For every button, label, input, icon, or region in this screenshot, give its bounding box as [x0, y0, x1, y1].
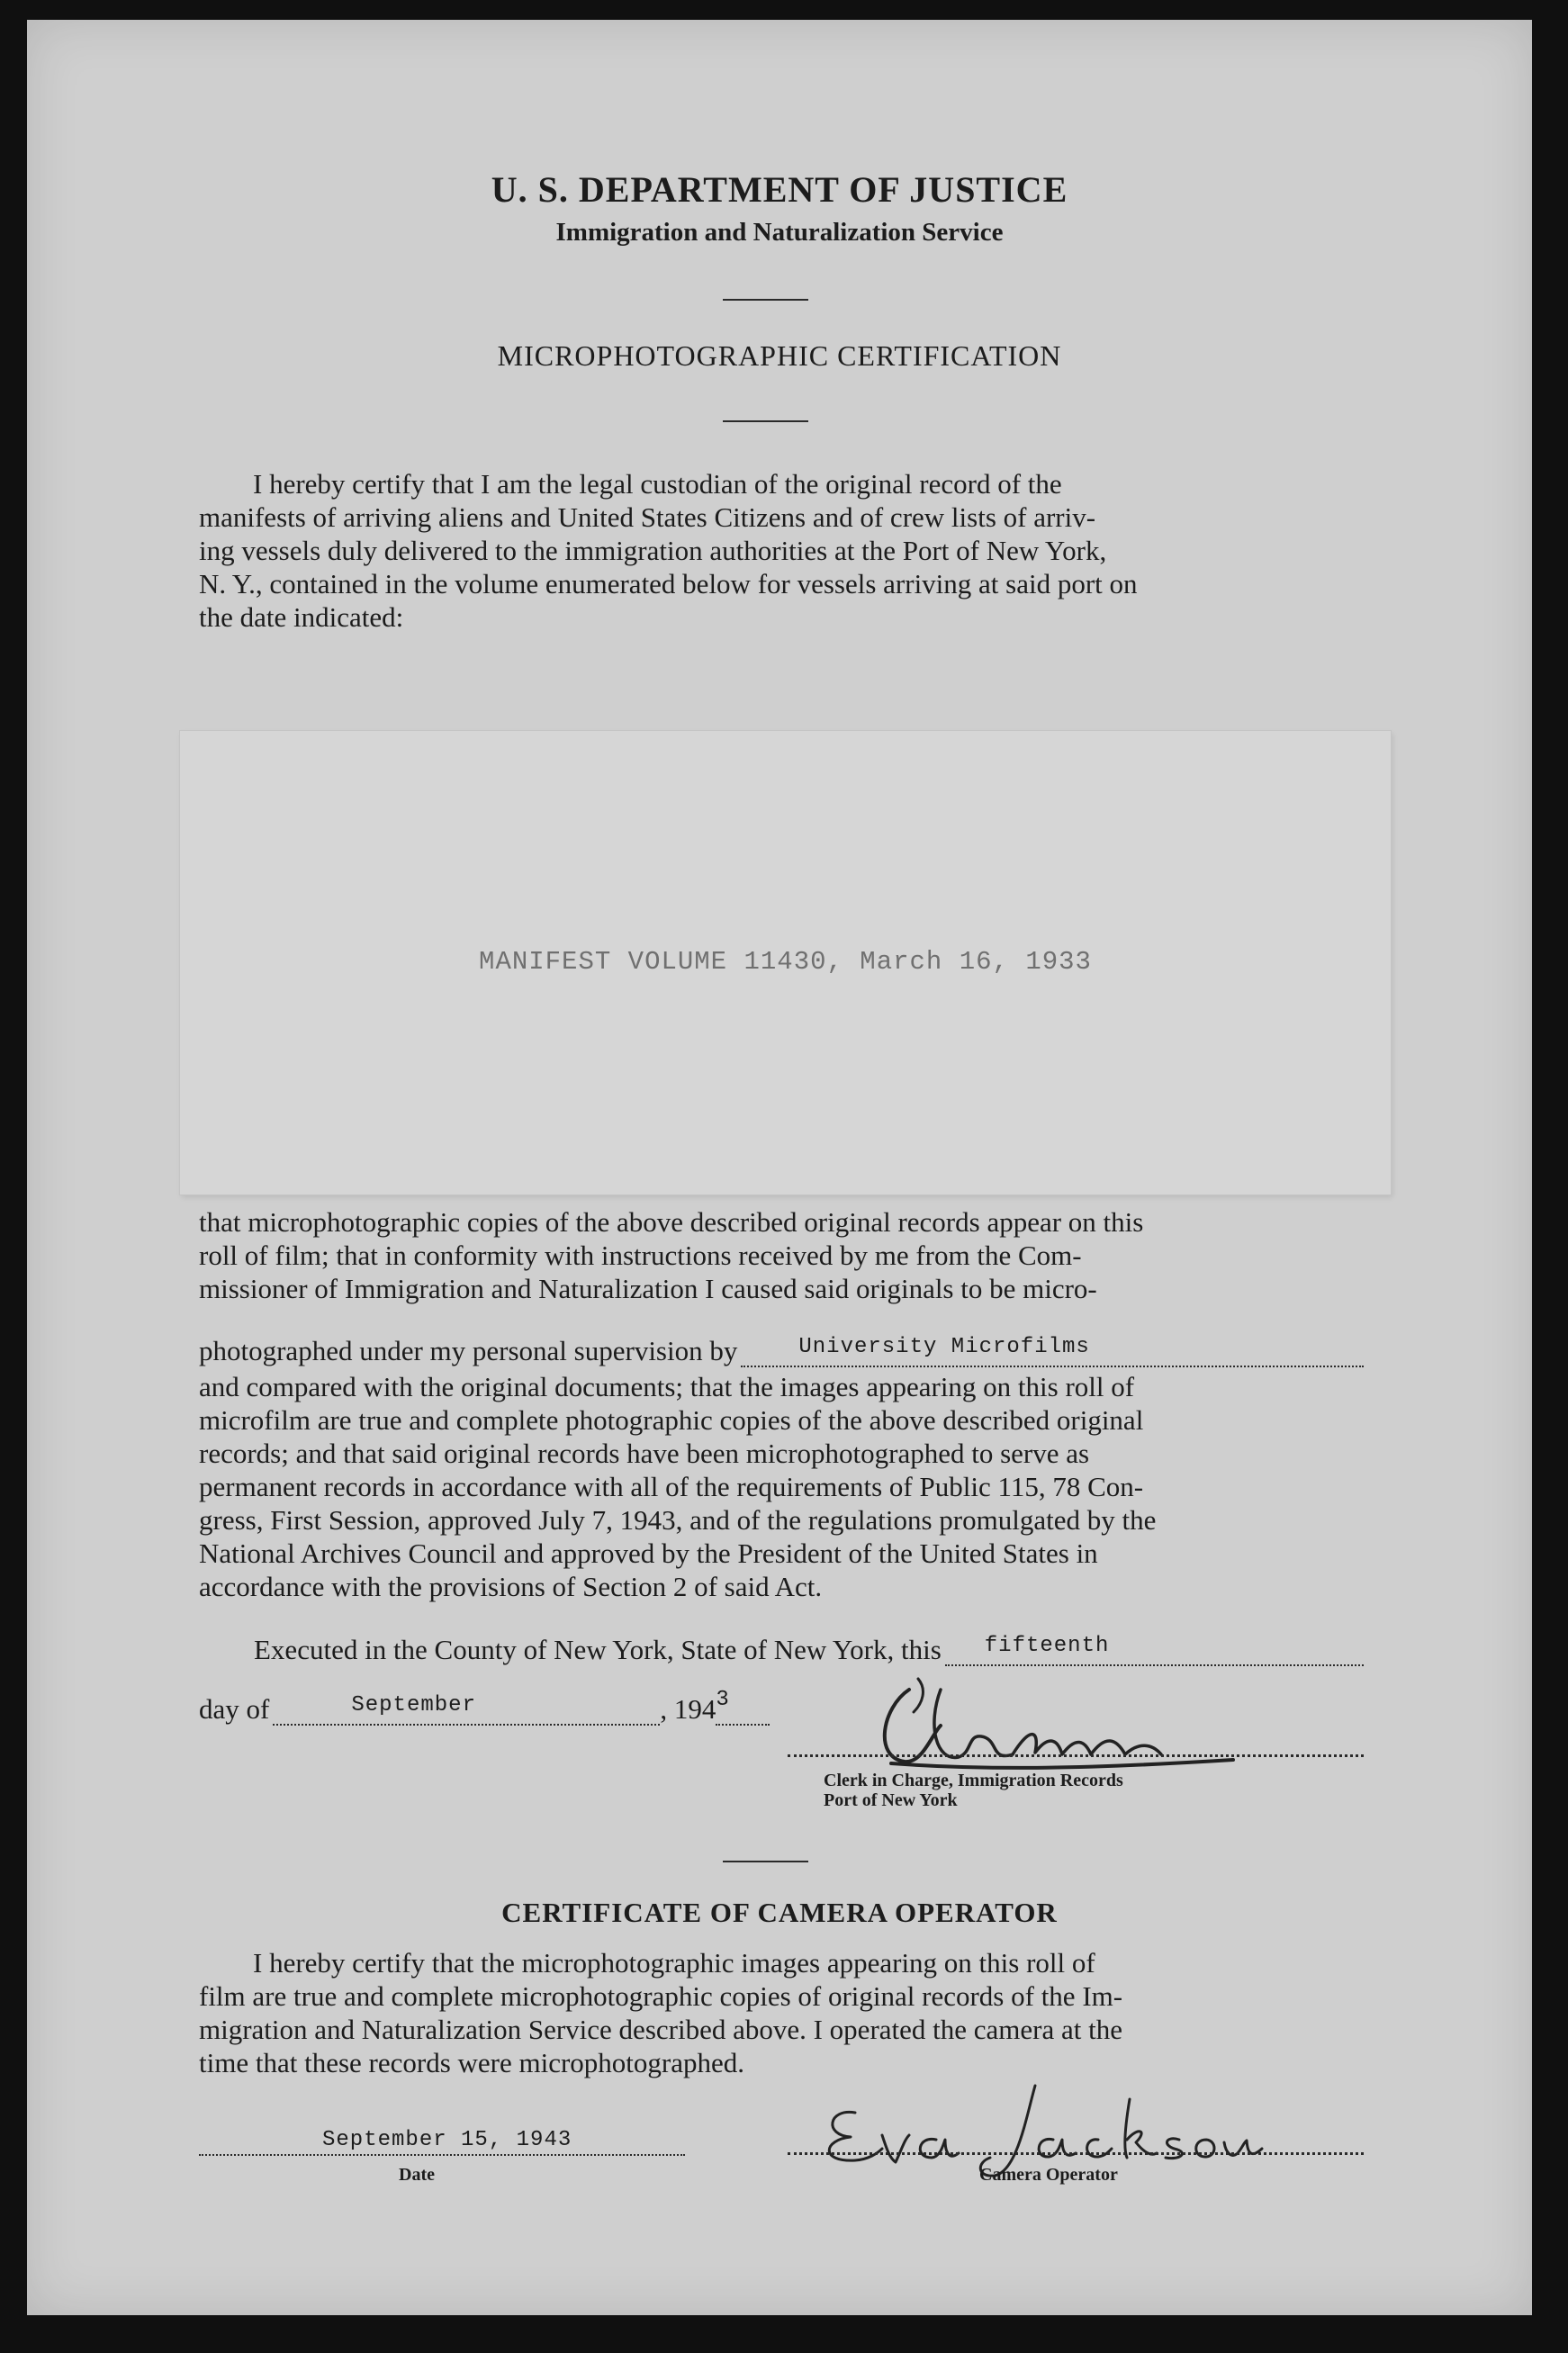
- body-line: microfilm are true and complete photographic copies of the above described original: [199, 1404, 1144, 1436]
- year-value: 3: [716, 1683, 729, 1717]
- body-paragraph-b: [199, 1370, 1364, 1603]
- clerk-signature: [855, 1672, 1278, 1780]
- certificate-page: [27, 20, 1532, 2315]
- intro-line: ing vessels duly delivered to the immigration authorities at the Port of New York,: [199, 535, 1107, 566]
- camera-signature-line: [788, 2150, 1364, 2155]
- body-line: roll of film; that in conformity with instructions received by me from the Com-: [199, 1240, 1082, 1271]
- body-line: accordance with the provisions of Section 2 of said Act.: [199, 1571, 823, 1602]
- intro-line: N. Y., contained in the volume enumerated below for vessels arriving at said port on: [199, 568, 1138, 600]
- executed-line: [254, 1633, 1364, 1666]
- intro-paragraph: [199, 467, 1364, 634]
- certification-title: MICROPHOTOGRAPHIC CERTIFICATION: [497, 339, 1062, 372]
- camera-line: I hereby certify that the microphotographic images appearing on this roll of: [253, 1947, 1095, 1979]
- executed-day-field: [945, 1634, 1364, 1666]
- department-title: U. S. DEPARTMENT OF JUSTICE: [491, 169, 1068, 210]
- photographed-by-field: [741, 1335, 1364, 1367]
- body-paragraph-a: [199, 1205, 1364, 1305]
- manifest-insert: [180, 731, 1391, 1195]
- body-line: records; and that said original records have been microphotographed to serve as: [199, 1438, 1090, 1469]
- date-label: Date: [399, 2165, 435, 2185]
- camera-operator-heading: CERTIFICATE OF CAMERA OPERATOR: [501, 1897, 1058, 1928]
- camera-paragraph: [199, 1946, 1364, 2079]
- camera-line: migration and Naturalization Service described above. I operated the camera at the: [199, 2014, 1122, 2045]
- photographed-by-value: University Microfilms: [797, 1330, 1091, 1364]
- camera-line: film are true and complete microphotographic copies of original records of the Im-: [199, 1980, 1123, 2012]
- service-subtitle: Immigration and Naturalization Service: [555, 218, 1004, 247]
- body-line: and compared with the original documents; that the images appearing on this roll of: [199, 1371, 1135, 1402]
- executed-day-value: fifteenth: [983, 1629, 1112, 1663]
- clerk-title-line1: Clerk in Charge, Immigration Records: [824, 1771, 1123, 1790]
- clerk-title: [824, 1771, 1123, 1810]
- month-value: September: [349, 1689, 478, 1722]
- date-value: September 15, 1943: [322, 2128, 572, 2152]
- section-divider: [723, 1861, 808, 1862]
- body-line: that microphotographic copies of the above described original records appear on this: [199, 1206, 1144, 1238]
- photographed-prefix: photographed under my personal supervision by: [199, 1335, 738, 1366]
- year-field: [716, 1688, 770, 1726]
- camera-line: time that these records were microphotographed.: [199, 2047, 744, 2078]
- date-field: [199, 2129, 685, 2156]
- clerk-title-line2: Port of New York: [824, 1790, 958, 1810]
- intro-line: I hereby certify that I am the legal custodian of the original record of the: [253, 468, 1062, 500]
- header-divider-bottom: [723, 420, 808, 422]
- day-of-line: [199, 1688, 847, 1726]
- month-field: [273, 1693, 660, 1726]
- body-line: permanent records in accordance with all of the requirements of Public 115, 78 Con-: [199, 1471, 1144, 1502]
- body-line: National Archives Council and approved by the President of the United States in: [199, 1537, 1098, 1569]
- camera-operator-label: Camera Operator: [979, 2165, 1118, 2185]
- intro-line: the date indicated:: [199, 601, 404, 633]
- year-prefix: , 194: [660, 1693, 716, 1725]
- header-divider-top: [723, 299, 808, 301]
- body-line: missioner of Immigration and Naturalization I caused said originals to be micro-: [199, 1273, 1097, 1304]
- manifest-volume-label: MANIFEST VOLUME 11430, March 16, 1933: [479, 947, 1092, 977]
- photographed-by-line: [199, 1334, 1364, 1367]
- clerk-signature-line: [788, 1753, 1364, 1757]
- day-of-prefix: day of: [199, 1693, 270, 1725]
- body-line: gress, First Session, approved July 7, 1943, and of the regulations promulgated by the: [199, 1504, 1157, 1536]
- intro-line: manifests of arriving aliens and United States Citizens and of crew lists of arriv-: [199, 501, 1096, 533]
- executed-prefix: Executed in the County of New York, State of New York, this: [254, 1634, 942, 1665]
